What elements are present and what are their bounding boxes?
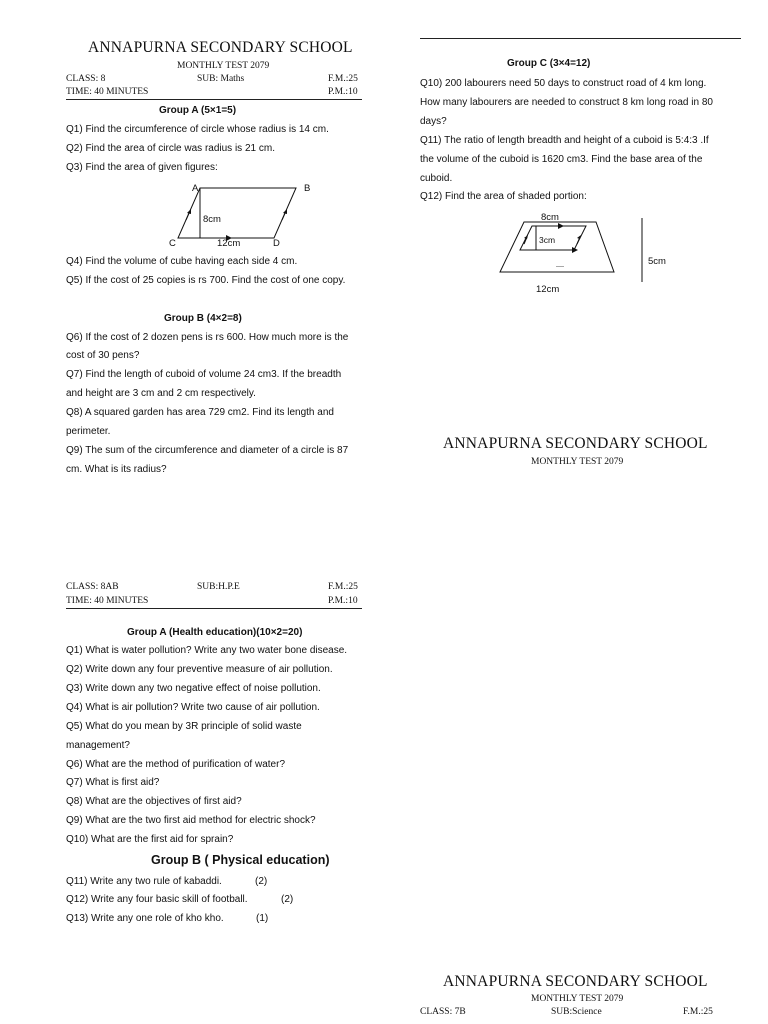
question-2: Q2) Find the area of circle was radius is 21 cm. — [66, 143, 275, 154]
bottom-length-label: 12cm — [536, 284, 560, 295]
height-label: 8cm — [203, 214, 221, 225]
group-b-heading: Group B (4×2=8) — [164, 313, 242, 324]
parallelogram-figure — [164, 180, 324, 252]
trapezium-figure — [490, 206, 690, 296]
pass-marks: P.M.:10 — [328, 87, 358, 97]
class-label: CLASS: 8 — [66, 74, 106, 84]
question-3: Q3) Find the area of given figures: — [66, 162, 218, 173]
group-c-heading: Group C (3×4=12) — [507, 58, 591, 69]
hpe-question-7: Q7) What is first aid? — [66, 777, 160, 788]
hpe-question-5-line-2: management? — [66, 740, 130, 751]
hpe-question-8: Q8) What are the objectives of first aid? — [66, 796, 242, 807]
subject-label-3: SUB:Science — [551, 1007, 602, 1017]
smudge-mark: ---- — [556, 264, 564, 270]
hpe-question-11: Q11) Write any two rule of kabaddi. — [66, 876, 222, 887]
full-marks: F.M.:25 — [328, 74, 358, 84]
question-10-line-2: How many labourers are needed to construct 8 km long road in 80 — [420, 97, 713, 108]
hpe-question-4: Q4) What is air pollution? Write two cause of air pollution. — [66, 702, 320, 713]
height-label: 5cm — [648, 256, 666, 267]
test-name: MONTHLY TEST 2079 — [177, 61, 270, 71]
physical-group-heading: Group B ( Physical education) — [151, 853, 330, 867]
question-12: Q12) Find the area of shaded portion: — [420, 191, 587, 202]
full-marks-3: F.M.:25 — [683, 1007, 713, 1017]
hpe-question-6: Q6) What are the method of purification of water? — [66, 759, 285, 770]
vertex-d-label: D — [273, 238, 280, 249]
vertex-c-label: C — [169, 238, 176, 249]
class-label-2: CLASS: 8AB — [66, 582, 119, 592]
question-11-line-2: the volume of the cuboid is 1620 cm3. Find the base area of the — [420, 154, 703, 165]
top-length-label: 8cm — [541, 212, 559, 223]
hpe-question-2: Q2) Write down any four preventive measure of air pollution. — [66, 664, 333, 675]
question-5: Q5) If the cost of 25 copies is rs 700. Find the cost of one copy. — [66, 275, 346, 286]
header-divider-2 — [66, 608, 362, 609]
subject-label: SUB: Maths — [197, 74, 245, 84]
time-label-2: TIME: 40 MINUTES — [66, 596, 149, 606]
question-6-line-2: cost of 30 pens? — [66, 350, 140, 361]
inner-height-label: 3cm — [539, 235, 556, 245]
question-9-line-2: cm. What is its radius? — [66, 464, 167, 475]
school-title-3: ANNAPURNA SECONDARY SCHOOL — [443, 973, 708, 990]
base-label: 12cm — [217, 238, 241, 249]
question-8-line-2: perimeter. — [66, 426, 111, 437]
question-6-line-1: Q6) If the cost of 2 dozen pens is rs 600. How much more is the — [66, 332, 349, 343]
school-title: ANNAPURNA SECONDARY SCHOOL — [88, 39, 353, 56]
hpe-question-9: Q9) What are the two first aid method for electric shock? — [66, 815, 316, 826]
hpe-question-12-marks: (2) — [281, 894, 294, 905]
hpe-question-3: Q3) Write down any two negative effect of noise pollution. — [66, 683, 321, 694]
hpe-question-11-marks: (2) — [255, 876, 268, 887]
time-label: TIME: 40 MINUTES — [66, 87, 149, 97]
health-group-heading: Group A (Health education)(10×2=20) — [127, 627, 303, 638]
subject-label-2: SUB:H.P.E — [197, 582, 240, 592]
hpe-question-13: Q13) Write any one role of kho kho. — [66, 913, 224, 924]
full-marks-2: F.M.:25 — [328, 582, 358, 592]
class-label-3: CLASS: 7B — [420, 1007, 466, 1017]
header-divider — [66, 99, 362, 100]
pass-marks-2: P.M.:10 — [328, 596, 358, 606]
vertex-a-label: A — [192, 183, 199, 194]
question-7-line-1: Q7) Find the length of cuboid of volume 24 cm3. If the breadth — [66, 369, 342, 380]
question-11-line-3: cuboid. — [420, 173, 453, 184]
vertex-b-label: B — [304, 183, 311, 194]
test-name-3: MONTHLY TEST 2079 — [531, 994, 624, 1004]
question-11-line-1: Q11) The ratio of length breadth and height of a cuboid is 5:4:3 .If — [420, 135, 709, 146]
hpe-question-13-marks: (1) — [256, 913, 269, 924]
hpe-question-5-line-1: Q5) What do you mean by 3R principle of solid waste — [66, 721, 302, 732]
question-9-line-1: Q9) The sum of the circumference and diameter of a circle is 87 — [66, 445, 349, 456]
question-8-line-1: Q8) A squared garden has area 729 cm2. Find its length and — [66, 407, 334, 418]
hpe-question-10: Q10) What are the first aid for sprain? — [66, 834, 234, 845]
hpe-question-12: Q12) Write any four basic skill of football. — [66, 894, 248, 905]
test-name-2: MONTHLY TEST 2079 — [531, 457, 624, 467]
question-4: Q4) Find the volume of cube having each side 4 cm. — [66, 256, 298, 267]
group-a-heading: Group A (5×1=5) — [159, 105, 237, 116]
question-10-line-1: Q10) 200 labourers need 50 days to construct road of 4 km long. — [420, 78, 707, 89]
hpe-question-1: Q1) What is water pollution? Write any two water bone disease. — [66, 645, 348, 656]
top-right-rule — [420, 38, 741, 39]
question-1: Q1) Find the circumference of circle whose radius is 14 cm. — [66, 124, 329, 135]
school-title-2: ANNAPURNA SECONDARY SCHOOL — [443, 435, 708, 452]
question-7-line-2: and height are 3 cm and 2 cm respectively. — [66, 388, 256, 399]
question-10-line-3: days? — [420, 116, 447, 127]
